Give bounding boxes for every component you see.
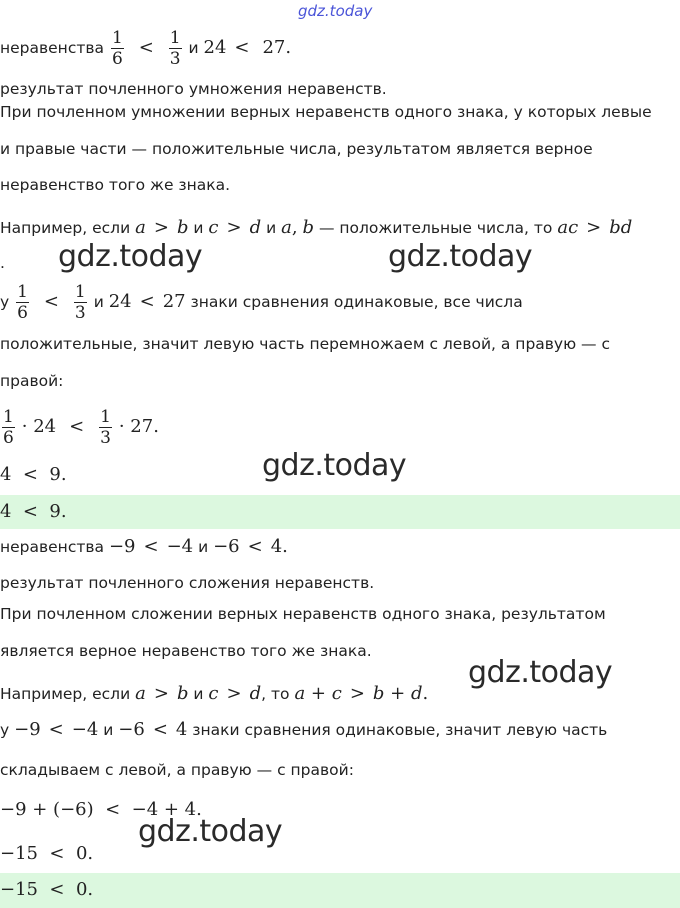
s1-calc-1: $\frac{1}{6}$ · 24 < $\frac{1}{3}$ · 27.	[3, 407, 159, 448]
s1-line-10: правой:	[0, 372, 64, 390]
s1-l1-end: 27.	[262, 37, 292, 58]
s2-line-5: Например, если a > b и c > d, то a + c > b + d.	[0, 683, 429, 704]
s1-l6-and2: и	[266, 219, 277, 237]
s2-l6-pre: у	[0, 721, 10, 739]
fraction-1-3: $\frac{1}{3}$	[169, 28, 181, 69]
s2-l5-mid: , то	[261, 685, 290, 703]
s2-line-2: результат почленного сложения неравенств.	[0, 574, 375, 592]
s1-line-2: результат почленного умножения неравенств.	[0, 80, 387, 98]
watermark-5: gdz.today	[138, 814, 283, 849]
s1-l6-pre: Например, если	[0, 219, 131, 237]
s1-l6-mid: — положительные числа, то	[318, 219, 553, 237]
s2-l6-and: и	[103, 721, 114, 739]
s2-calc-1: −9 + (−6) < −4 + 4.	[0, 799, 202, 820]
s1-l8-post: знаки сравнения одинаковые, все числа	[190, 293, 523, 311]
watermark-3: gdz.today	[262, 448, 407, 483]
s1-line-6: Например, если a > b и c > d и a, b — положительные числа, то ac > bd	[0, 217, 633, 238]
s2-l5-pre: Например, если	[0, 685, 131, 703]
watermark-2: gdz.today	[388, 239, 533, 274]
s2-l6-post: знаки сравнения одинаковые, значит левую часть	[192, 721, 608, 739]
s1-line-4: и правые части — положительные числа, результатом является верное	[0, 140, 593, 158]
s2-calc-2: −15 < 0.	[0, 843, 94, 864]
s1-l1-pre: неравенства	[0, 39, 104, 57]
s2-line-4: является верное неравенство того же знака.	[0, 642, 372, 660]
s2-line-1: неравенства −9 < −4 и −6 < 4.	[0, 536, 288, 557]
s1-l8-and: и	[93, 293, 104, 311]
s1-line-5: неравенство того же знака.	[0, 176, 231, 194]
s2-line-3: При почленном сложении верных неравенств одного знака, результатом	[0, 605, 606, 623]
s1-line-7: .	[0, 254, 5, 272]
s2-l5-and: и	[193, 685, 204, 703]
s1-line-9: положительные, значит левую часть перемножаем с левой, а правую — с	[0, 335, 611, 353]
s2-line-6: у −9 < −4 и −6 < 4 знаки сравнения одинаковые, значит левую часть	[0, 719, 608, 740]
fraction-1-6: $\frac{1}{6}$	[111, 28, 123, 69]
s2-l1-pre: неравенства	[0, 538, 104, 556]
s1-answer: 4 < 9.	[0, 501, 67, 522]
s1-line-8: у $\frac{1}{6}$ < $\frac{1}{3}$ и 24 < 27 знаки сравнения одинаковые, все числа	[0, 282, 523, 323]
s1-l1-and: и	[188, 39, 199, 57]
s2-l1-and: и	[198, 538, 209, 556]
s1-calc1-end: · 27.	[118, 416, 159, 437]
answer-highlight-2	[0, 873, 680, 908]
top-watermark: gdz.today	[298, 2, 373, 20]
s1-line-3: При почленном умножении верных неравенств одного знака, у которых левые	[0, 103, 652, 121]
s2-line-7: складываем с левой, а правую — с правой:	[0, 761, 354, 779]
s1-calc-2: 4 < 9.	[0, 464, 67, 485]
s1-l8-pre: у	[0, 293, 10, 311]
watermark-1: gdz.today	[58, 239, 203, 274]
s2-answer: −15 < 0.	[0, 879, 94, 900]
answer-highlight-1	[0, 495, 680, 529]
s1-l6-and: и	[193, 219, 204, 237]
s1-line-1: неравенства $\frac{1}{6}$ < $\frac{1}{3}$ и 24 < 27.	[0, 28, 292, 69]
watermark-4: gdz.today	[468, 655, 613, 690]
s1-calc1-mid: · 24	[21, 416, 57, 437]
